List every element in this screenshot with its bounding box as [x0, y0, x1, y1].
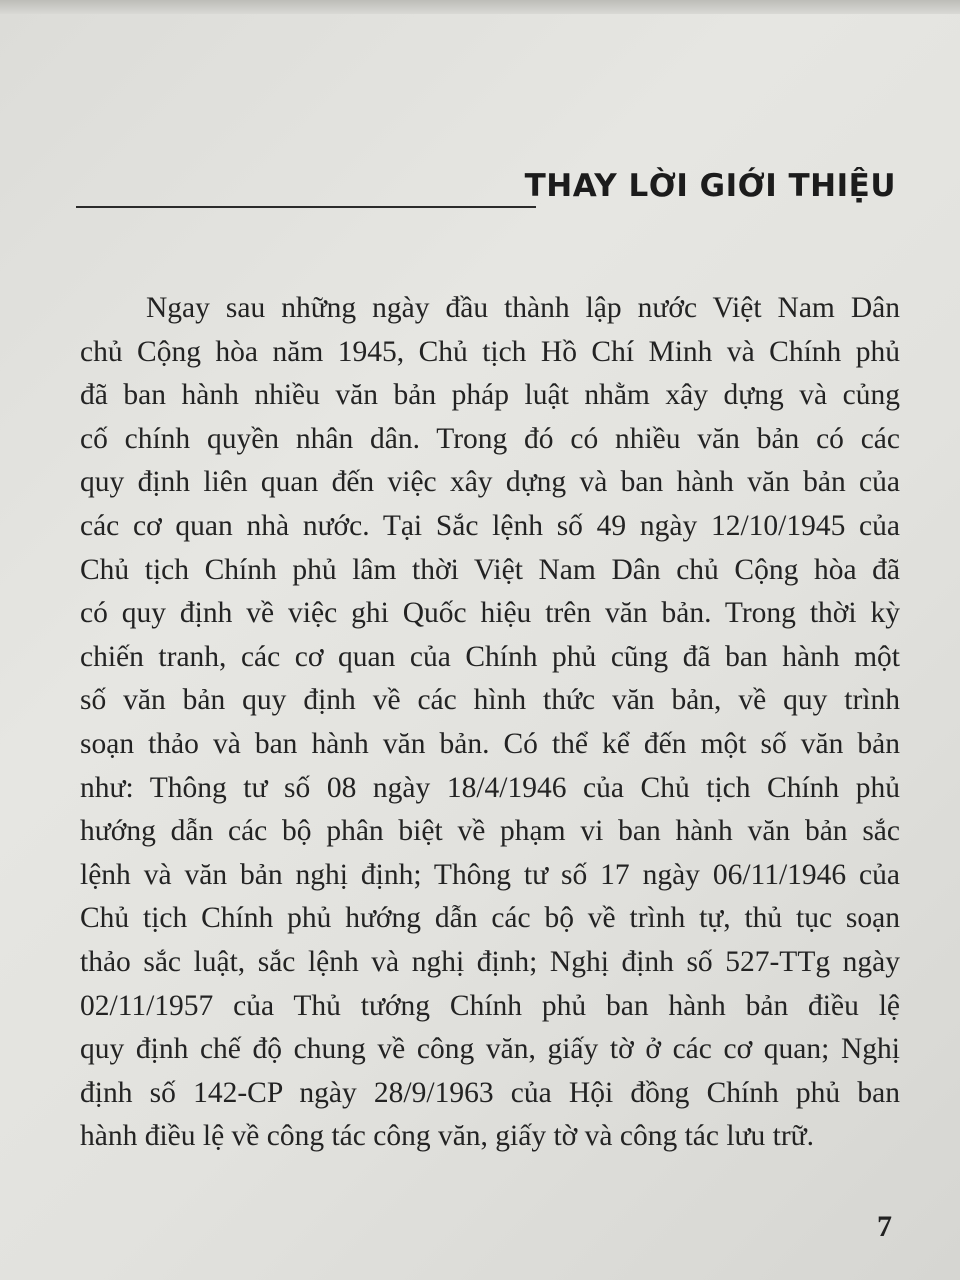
paragraph-line: số văn bản quy định về các hình thức văn bản, về quy trình — [80, 684, 900, 717]
paragraph-line: chủ Cộng hòa năm 1945, Chủ tịch Hồ Chí Minh và Chính phủ — [80, 335, 900, 368]
paragraph-line: Ngay sau những ngày đầu thành lập nước Việt Nam Dân — [146, 292, 900, 324]
chapter-header — [76, 168, 896, 218]
paragraph-line: có quy định về việc ghi Quốc hiệu trên văn bản. Trong thời kỳ — [80, 597, 900, 630]
paragraph-line: 02/11/1957 của Thủ tướng Chính phủ ban hành bản điều lệ — [80, 989, 900, 1022]
paragraph-line: lệnh và văn bản nghị định; Thông tư số 17 ngày 06/11/1946 của — [80, 858, 900, 891]
paragraph-line: Chủ tịch Chính phủ hướng dẫn các bộ về trình tự, thủ tục soạn — [80, 902, 900, 935]
paragraph-line: cố chính quyền nhân dân. Trong đó có nhiều văn bản có các — [80, 422, 900, 455]
paragraph-line: định số 142-CP ngày 28/9/1963 của Hội đồng Chính phủ ban — [80, 1076, 900, 1109]
paragraph-line: thảo sắc luật, sắc lệnh và nghị định; Nghị định số 527-TTg ngày — [80, 945, 900, 978]
paragraph-line: quy định chế độ chung về công văn, giấy tờ ở các cơ quan; Nghị — [80, 1033, 900, 1066]
page-top-edge — [0, 0, 960, 14]
paragraph-line: như: Thông tư số 08 ngày 18/4/1946 của Chủ tịch Chính phủ — [80, 771, 900, 804]
paragraph-line: hướng dẫn các bộ phân biệt về phạm vi ban hành văn bản sắc — [80, 815, 900, 848]
paragraph-line: Chủ tịch Chính phủ lâm thời Việt Nam Dân chủ Cộng hòa đã — [80, 553, 900, 586]
paragraph-line: hành điều lệ về công tác công văn, giấy tờ và công tác lưu trữ. — [80, 1120, 815, 1153]
page-number: 7 — [877, 1210, 892, 1243]
paragraph-line: soạn thảo và ban hành văn bản. Có thể kể đến một số văn bản — [80, 727, 900, 760]
paragraph-line: quy định liên quan đến việc xây dựng và ban hành văn bản của — [80, 466, 900, 499]
paragraph-line: chiến tranh, các cơ quan của Chính phủ cũng đã ban hành một — [80, 640, 900, 673]
paragraph-line: đã ban hành nhiều văn bản pháp luật nhằm xây dựng và củng — [80, 379, 900, 412]
chapter-title: THAY LỜI GIỚI THIỆU — [524, 168, 896, 204]
paragraph-line: các cơ quan nhà nước. Tại Sắc lệnh số 49 ngày 12/10/1945 của — [80, 509, 900, 542]
header-rule — [76, 206, 536, 208]
body-paragraph — [80, 287, 900, 1159]
